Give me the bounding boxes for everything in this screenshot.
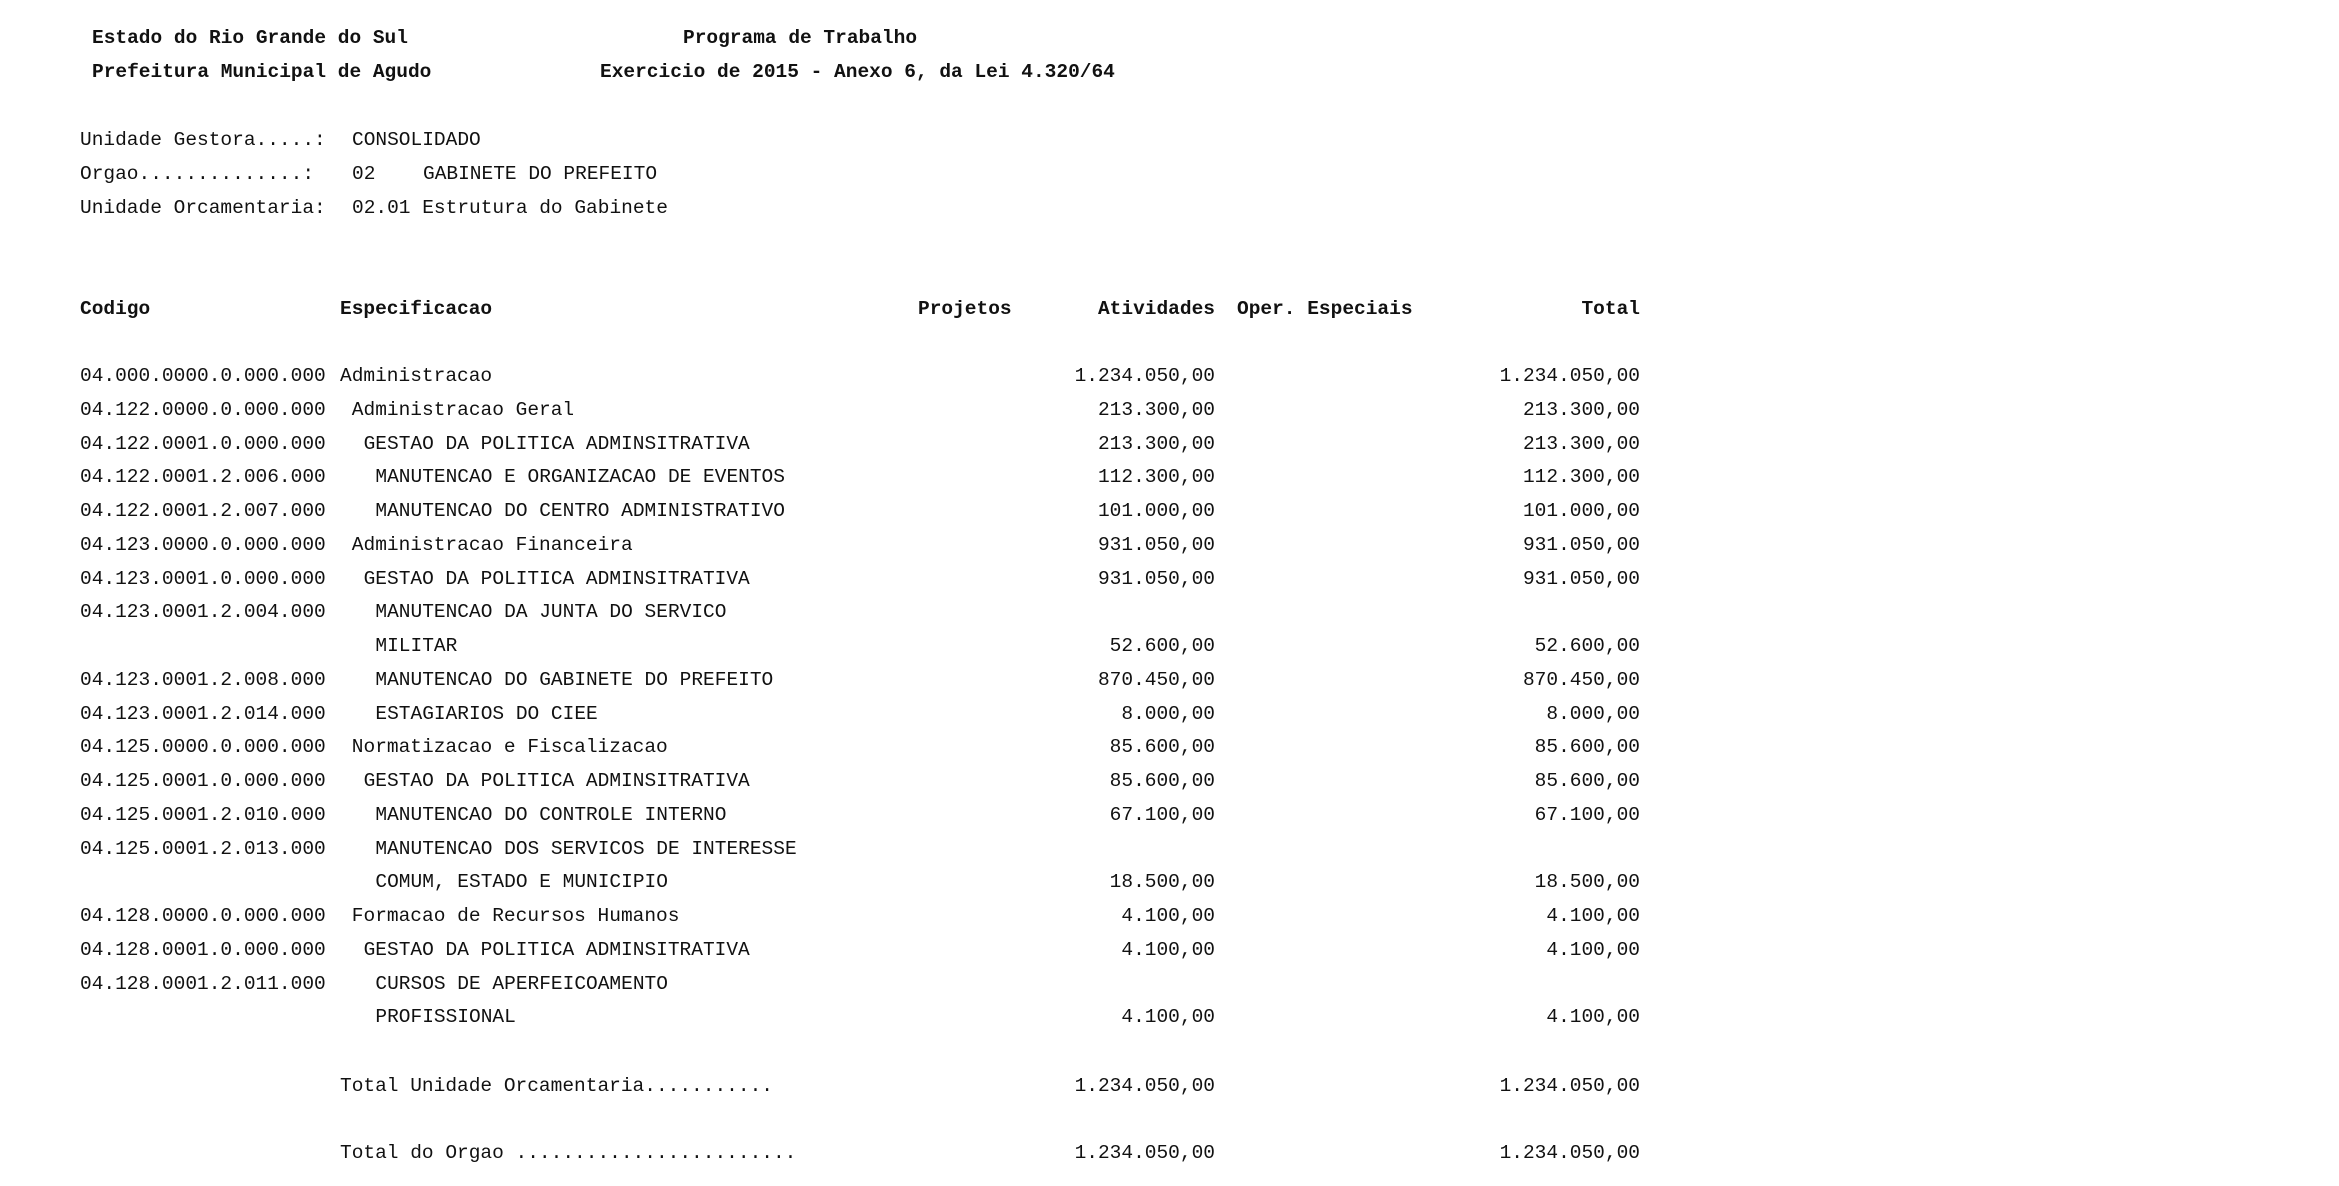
row-total: 213.300,00 [1522, 432, 1640, 455]
row-code: 04.000.0000.0.000.000 [80, 365, 326, 387]
total-orgao-label: Total do Orgao ........................ [340, 1142, 797, 1164]
row-specification: ESTAGIARIOS DO CIEE [375, 702, 598, 725]
exercise-title: Exercicio de 2015 - Anexo 6, da Lei 4.320/64 [600, 61, 1115, 83]
row-total: 213.300,00 [1522, 398, 1640, 421]
total-unidade-total: 1.234.050,00 [1499, 1075, 1640, 1097]
row-atividades: 85.600,00 [1109, 770, 1215, 792]
row-code: 04.123.0000.0.000.000 [80, 533, 326, 556]
row-code: 04.128.0001.0.000.000 [80, 938, 326, 961]
state-title: Estado do Rio Grande do Sul [92, 27, 408, 49]
row-code: 04.122.0000.0.000.000 [80, 398, 326, 421]
row-total: 112.300,00 [1522, 466, 1640, 489]
row-total: 67.100,00 [1534, 803, 1640, 826]
program-title: Programa de Trabalho [683, 27, 918, 49]
orgao-name: GABINETE DO PREFEITO [423, 163, 658, 185]
row-total: 4.100,00 [1546, 905, 1640, 927]
row-specification: MANUTENCAO DA JUNTA DO SERVICO [375, 601, 727, 624]
unidade-gestora-value: CONSOLIDADO [352, 129, 481, 151]
orgao-label: Orgao..............: [80, 163, 315, 185]
row-atividades: 18.500,00 [1109, 871, 1215, 894]
row-atividades: 213.300,00 [1097, 432, 1215, 455]
row-code: 04.122.0001.0.000.000 [80, 432, 326, 455]
row-atividades: 213.300,00 [1097, 398, 1215, 421]
row-specification: MILITAR [375, 635, 458, 657]
row-code: 04.125.0001.2.013.000 [80, 837, 326, 860]
row-specification: Administracao Geral [351, 398, 575, 421]
row-specification: MANUTENCAO DO CENTRO ADMINISTRATIVO [375, 500, 785, 522]
col-header-especificacao: Especificacao [340, 298, 493, 320]
orgao-code: 02 [352, 163, 376, 185]
row-code: 04.125.0001.0.000.000 [80, 770, 326, 792]
row-specification: MANUTENCAO DOS SERVICOS DE INTERESSE [375, 837, 797, 860]
row-atividades: 101.000,00 [1097, 500, 1215, 522]
row-code: 04.123.0001.0.000.000 [80, 567, 326, 590]
row-atividades: 931.050,00 [1097, 533, 1215, 556]
col-header-total: Total [1581, 298, 1640, 320]
row-total: 85.600,00 [1534, 736, 1640, 759]
row-code: 04.122.0001.2.007.000 [80, 500, 326, 522]
row-code: 04.122.0001.2.006.000 [80, 466, 326, 489]
row-total: 85.600,00 [1534, 770, 1640, 792]
row-atividades: 4.100,00 [1121, 938, 1215, 961]
row-specification: PROFISSIONAL [375, 1006, 516, 1029]
row-total: 1.234.050,00 [1499, 365, 1640, 387]
row-specification: GESTAO DA POLITICA ADMINSITRATIVA [363, 432, 750, 455]
row-atividades: 1.234.050,00 [1074, 365, 1215, 387]
total-unidade-label: Total Unidade Orcamentaria........... [340, 1075, 773, 1097]
row-code: 04.123.0001.2.008.000 [80, 668, 326, 691]
row-total: 931.050,00 [1522, 567, 1640, 590]
row-total: 52.600,00 [1534, 635, 1640, 657]
row-total: 870.450,00 [1522, 668, 1640, 691]
row-atividades: 67.100,00 [1109, 803, 1215, 826]
row-atividades: 52.600,00 [1109, 635, 1215, 657]
municipality-title: Prefeitura Municipal de Agudo [92, 61, 432, 83]
row-total: 18.500,00 [1534, 871, 1640, 894]
row-specification: COMUM, ESTADO E MUNICIPIO [375, 871, 668, 894]
row-total: 4.100,00 [1546, 938, 1640, 961]
row-total: 4.100,00 [1546, 1006, 1640, 1029]
row-atividades: 870.450,00 [1097, 668, 1215, 691]
row-atividades: 85.600,00 [1109, 736, 1215, 759]
row-atividades: 931.050,00 [1097, 567, 1215, 590]
unidade-orcamentaria-value: 02.01 Estrutura do Gabinete [352, 197, 668, 219]
row-code: 04.123.0001.2.014.000 [80, 702, 326, 725]
col-header-atividades: Atividades [1097, 298, 1215, 320]
col-header-projetos: Projetos [918, 298, 1012, 320]
row-code: 04.123.0001.2.004.000 [80, 601, 326, 624]
row-specification: Normatizacao e Fiscalizacao [351, 736, 668, 759]
row-specification: GESTAO DA POLITICA ADMINSITRATIVA [363, 938, 750, 961]
row-code: 04.125.0001.2.010.000 [80, 803, 326, 826]
row-total: 8.000,00 [1546, 702, 1640, 725]
row-atividades: 4.100,00 [1121, 905, 1215, 927]
row-code: 04.125.0000.0.000.000 [80, 736, 326, 759]
row-specification: Administracao [340, 365, 493, 387]
total-orgao-atividades: 1.234.050,00 [1074, 1142, 1215, 1164]
col-header-codigo: Codigo [80, 298, 151, 320]
row-specification: MANUTENCAO E ORGANIZACAO DE EVENTOS [375, 466, 785, 489]
row-specification: Formacao de Recursos Humanos [351, 905, 680, 927]
row-code: 04.128.0001.2.011.000 [80, 972, 326, 995]
row-specification: GESTAO DA POLITICA ADMINSITRATIVA [363, 567, 750, 590]
row-total: 931.050,00 [1522, 533, 1640, 556]
row-total: 101.000,00 [1522, 500, 1640, 522]
col-header-oper-especiais: Oper. Especiais [1237, 298, 1413, 320]
total-orgao-total: 1.234.050,00 [1499, 1142, 1640, 1164]
row-specification: MANUTENCAO DO GABINETE DO PREFEITO [375, 668, 774, 691]
unidade-gestora-label: Unidade Gestora.....: [80, 129, 326, 151]
unidade-orcamentaria-label: Unidade Orcamentaria: [80, 197, 326, 219]
row-specification: MANUTENCAO DO CONTROLE INTERNO [375, 803, 727, 826]
row-specification: CURSOS DE APERFEICOAMENTO [375, 972, 668, 995]
row-atividades: 4.100,00 [1121, 1006, 1215, 1029]
row-atividades: 112.300,00 [1097, 466, 1215, 489]
row-specification: GESTAO DA POLITICA ADMINSITRATIVA [363, 770, 750, 792]
row-atividades: 8.000,00 [1121, 702, 1215, 725]
row-code: 04.128.0000.0.000.000 [80, 905, 326, 927]
row-specification: Administracao Financeira [351, 533, 633, 556]
total-unidade-atividades: 1.234.050,00 [1074, 1075, 1215, 1097]
